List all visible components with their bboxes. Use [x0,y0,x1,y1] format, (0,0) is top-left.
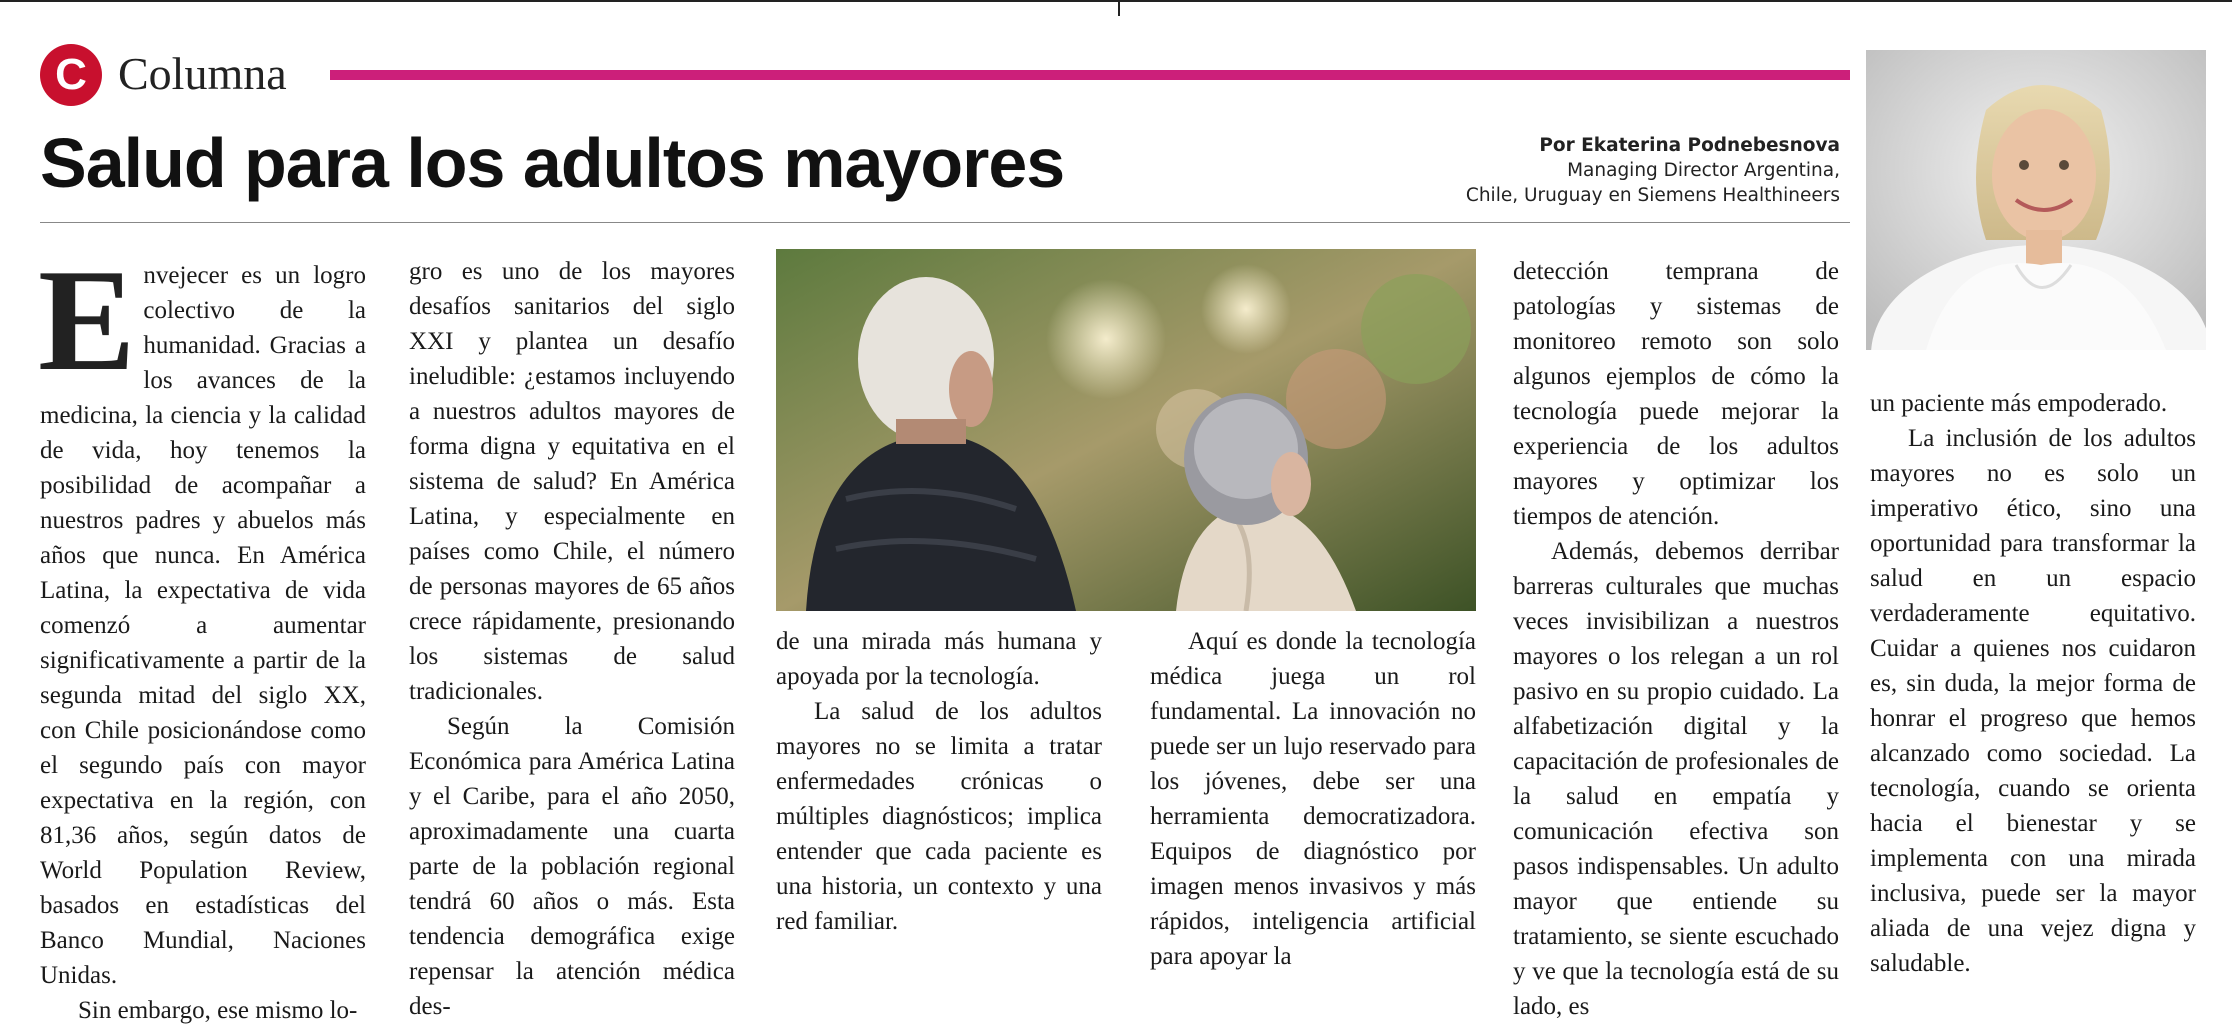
byline-role-line2: Chile, Uruguay en Siemens Healthineers [1465,185,1840,206]
byline-role-line1: Managing Director Argentina, [1567,160,1840,181]
article-column-2 [409,254,735,1024]
header-rule [40,222,1850,223]
paragraph: gro es uno de los mayores desafíos sanitarios del siglo XXI y plantea un desafío ineludible: ¿estamos incluyendo a nuestros adultos mayores de forma digna y equitativa en el sistema de salud? En América Latina, y especialmente en países como Chile, el número de personas mayores de 65 años crece rápidamente, presionando los sistemas de salud tradicionales. [409,258,735,705]
paragraph: Sin embargo, ese mismo lo- [78,997,358,1024]
headline: Salud para los adultos mayores [40,124,1065,202]
article-column-6 [1870,386,2196,981]
article-column-4 [1150,624,1476,974]
dropcap: E [38,239,136,401]
paragraph-text: nvejecer es un logro colectivo de la humanidad. Gracias a los avances de la medicina, la ciencia y la calidad de vida, hoy tenemos la posibilidad de acompañar a nuestros padres y abuelos más años que nunca. En América Latina, la expectativa de vida comenzó a aumentar significativamente a partir de la segunda mitad del siglo XX, con Chile posicionándose como el segundo país con mayor expectativa en la región, con 81,36 años, según datos de World Population Review, basados en estadísticas del Banco Mundial, Naciones Unidas. [40,262,366,989]
paragraph: de una mirada más humana y apoyada por la tecnología. [776,628,1102,690]
article-column-1 [38,239,366,1028]
section-logo: C [40,44,102,106]
paragraph: Además, debemos derribar barreras culturales que muchas veces invisibilizan a nuestros mayores o los relegan a un rol pasivo en su propio cuidado. La alfabetización digital y la capacitación de profesionales de la salud en empatía y comunicación efectiva son pasos indispensables. Un adulto mayor que entiende su tratamiento, se siente escuchado y ve que la tecnología está de su lado, es [1513,538,1839,1020]
section-accent-bar [330,70,1850,80]
byline [1420,133,1840,208]
article-column-3 [776,624,1102,939]
section-label: Columna [118,48,287,99]
article-column-5 [1513,254,1839,1024]
paragraph: detección temprana de patologías y sistemas de monitoreo remoto son solo algunos ejemplos de cómo la tecnología puede mejorar la experiencia de los adultos mayores y optimizar los tiempos de atención. [1513,258,1839,530]
byline-author: Por Ekaterina Podnebesnova [1539,135,1840,156]
paragraph: un paciente más empoderado. [1870,390,2168,417]
paragraph: Aquí es donde la tecnología médica juega un rol fundamental. La innovación no puede ser un lujo reservado para los jóvenes, debe ser una herramienta democratizadora. Equipos de diagnóstico por imagen menos invasivos y más rápidos, inteligencia artificial para apoyar la [1150,628,1476,970]
paragraph: Según la Comisión Económica para América Latina y el Caribe, para el año 2050, aproximadamente una cuarta parte de la población regional tendrá 60 años o más. Esta tendencia demográfica exige repensar la atención médica des- [409,713,735,1020]
article-photo [776,249,1476,611]
paragraph: La inclusión de los adultos mayores no es solo un imperativo ético, sino una oportunidad para transformar la salud en un espacio verdaderamente equitativo. Cuidar a quienes nos cuidaron es, sin duda, la mejor forma de honrar el progreso que hemos alcanzado como sociedad. La tecnología, cuando se orienta hacia el bienestar y se implementa con una mirada inclusiva, puede ser la mayor aliada de una vejez digna y saludable. [1870,425,2196,977]
author-photo [1866,50,2206,350]
top-column-divider [1118,0,1120,16]
paragraph: La salud de los adultos mayores no se limita a tratar enfermedades crónicas o múltiples diagnósticos; implica entender que cada paciente es una historia, un contexto y una red familiar. [776,698,1102,935]
paragraph [38,239,366,993]
top-border [0,0,2232,2]
